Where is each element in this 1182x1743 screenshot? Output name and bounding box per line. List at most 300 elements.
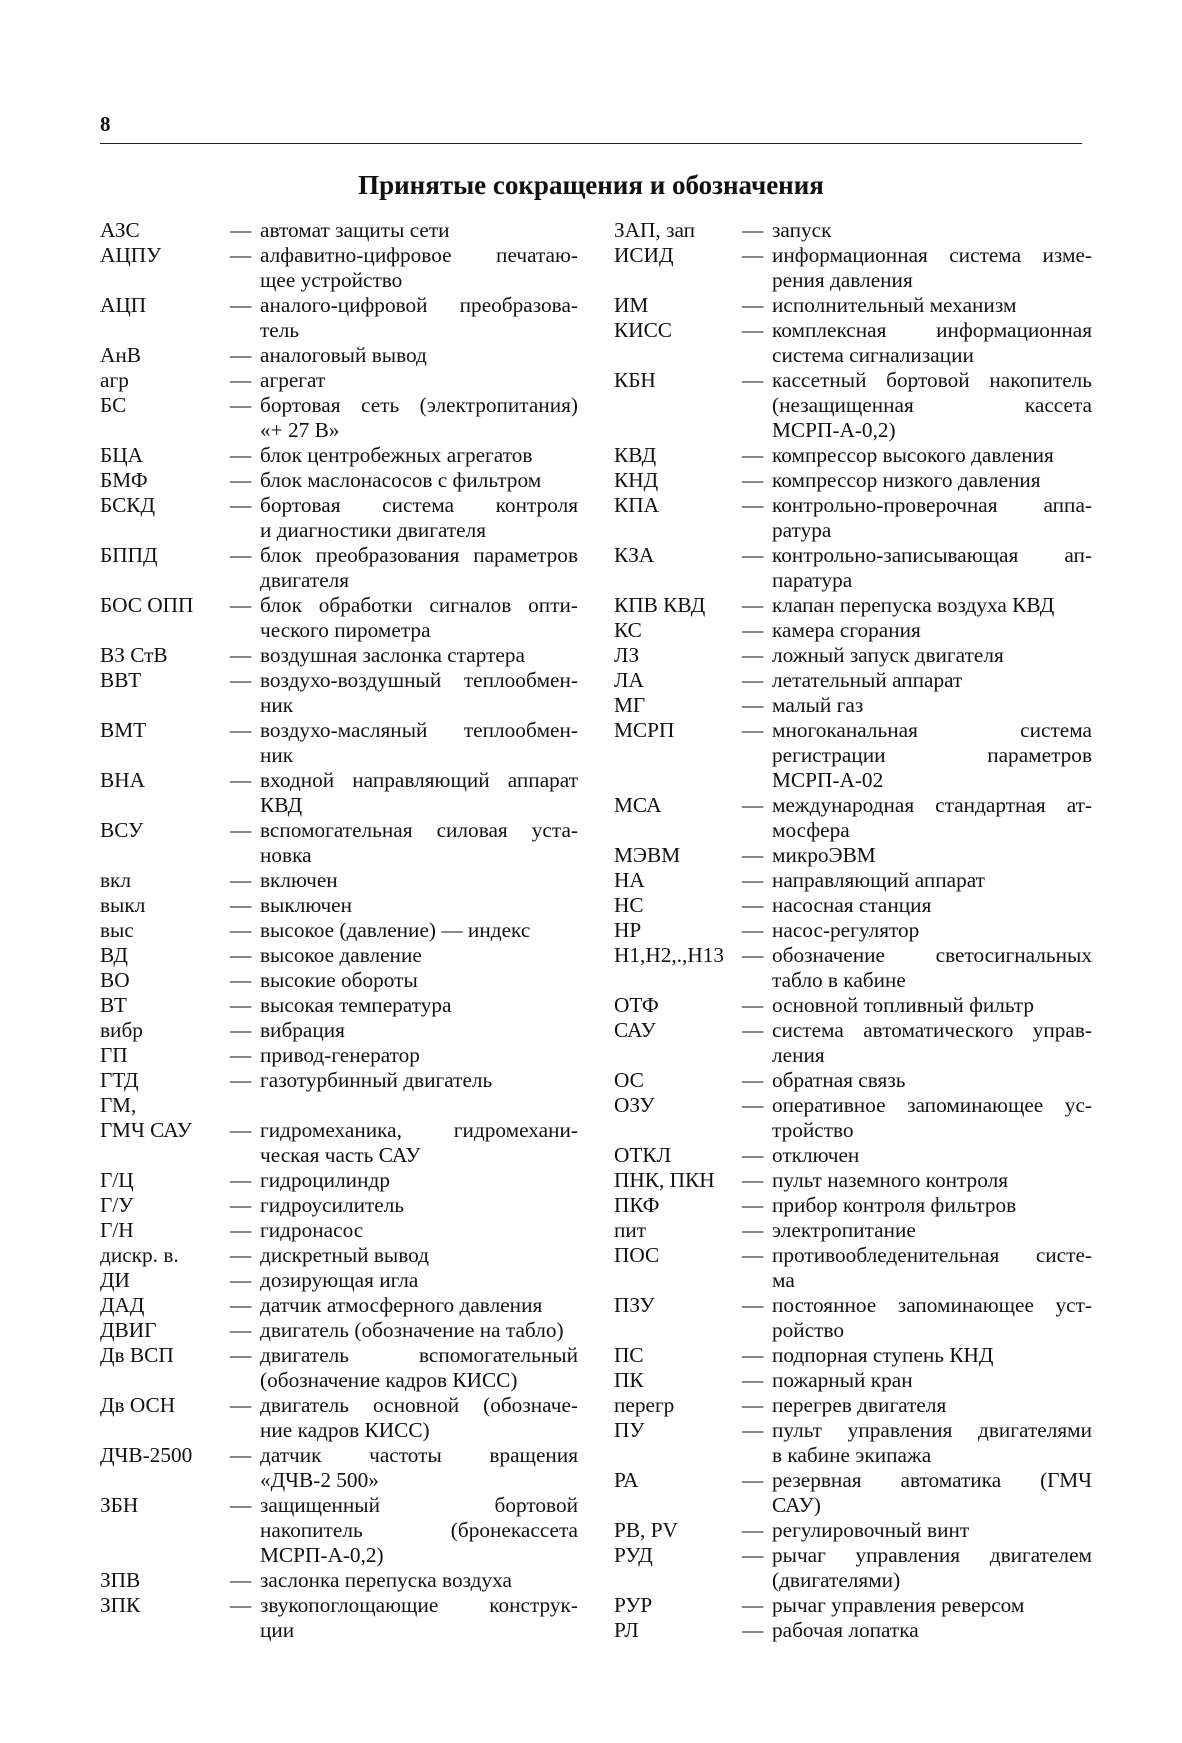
abbreviation: КС [614,618,642,642]
definition [772,993,1092,1018]
definition-line: блок преобразования параметров [260,543,578,567]
definition-line: летательный аппарат [772,668,963,692]
abbreviation: ЗПК [100,1593,141,1617]
glossary-entry [614,1618,1092,1643]
definition-line: гидроцилиндр [260,1168,390,1192]
em-dash: — [230,1043,252,1067]
glossary-entry [614,318,1092,368]
definition [772,1418,1092,1468]
definition-line: оперативное запоминающее ус- [772,1093,1092,1117]
definition [772,1593,1092,1618]
definition [260,1268,578,1293]
em-dash: — [742,1018,764,1042]
abbreviation: КПА [614,493,659,517]
abbreviation: НА [614,868,645,892]
definition-line: клапан перепуска воздуха КВД [772,593,1055,617]
abbreviation: ЗПВ [100,1568,141,1592]
definition-line: международная стандартная ат- [772,793,1092,817]
definition [260,293,578,343]
definition [772,1068,1092,1093]
glossary-entry [614,468,1092,493]
glossary-entry [100,1093,578,1118]
abbreviation: ПЗУ [614,1293,655,1317]
definition-line: отключен [772,1143,860,1167]
em-dash: — [230,1393,252,1417]
em-dash: — [742,1218,764,1242]
definition-line: обратная связь [772,1068,906,1092]
em-dash: — [230,868,252,892]
glossary-entry [100,393,578,443]
abbreviation: ПС [614,1343,644,1367]
definition [260,1393,578,1443]
definition-line: вспомогательная силовая уста- [260,818,578,842]
definition [772,1218,1092,1243]
em-dash: — [742,793,764,817]
definition-line: тель [260,318,300,342]
definition-line: агрегат [260,368,326,392]
em-dash: — [742,1168,764,1192]
definition-line: микроЭВМ [772,843,876,867]
definition-line: двигатель вспомогательный [260,1343,578,1367]
definition-line: камера сгорания [772,618,921,642]
definition-line: датчик частоты вращения [260,1443,578,1467]
abbreviation: Г/Н [100,1218,134,1242]
definition [772,1193,1092,1218]
glossary-entry [614,1193,1092,1218]
abbreviation: ИМ [614,293,649,317]
definition [260,1593,578,1643]
definition [772,1143,1092,1168]
em-dash: — [230,1343,252,1367]
abbreviation: Н1,Н2,.,Н13 [614,943,725,967]
abbreviation: БСКД [100,493,156,517]
definition-line: регулировочный винт [772,1518,970,1542]
glossary-entry [100,343,578,368]
em-dash: — [230,1268,252,1292]
definition-line: компрессор высокого давления [772,443,1054,467]
abbreviation: Г/Ц [100,1168,134,1192]
em-dash: — [230,593,252,617]
em-dash: — [742,943,764,967]
glossary-entry [614,493,1092,543]
definition-line: ления [772,1043,825,1067]
definition [772,718,1092,793]
glossary-entry [614,1218,1092,1243]
definition-line: дискретный вывод [260,1243,430,1267]
em-dash: — [742,618,764,642]
abbreviation: КВД [614,443,657,467]
definition-line: рения давления [772,268,913,292]
abbreviations-left-column [100,218,578,1643]
glossary-entry [100,1168,578,1193]
definition-line: табло в кабине [772,968,906,992]
definition [772,693,1092,718]
definition-line: воздухо-масляный теплообмен- [260,718,578,742]
definition [260,493,578,543]
definition-line: малый газ [772,693,864,717]
abbreviation: ВМТ [100,718,147,742]
definition-line: гидронасос [260,1218,364,1242]
glossary-entry [614,293,1092,318]
definition [260,1443,578,1493]
abbreviation: ГМ, [100,1093,137,1117]
abbreviation: вкл [100,868,132,892]
em-dash: — [742,1543,764,1567]
glossary-entry [100,293,578,343]
abbreviation: РУД [614,1543,653,1567]
abbreviation: АЦПУ [100,243,162,267]
glossary-entry [614,1093,1092,1143]
definition-line: (двигателями) [772,1568,901,1592]
glossary-entry [100,1193,578,1218]
glossary-entry [100,1068,578,1093]
definition [772,243,1092,293]
em-dash: — [742,1518,764,1542]
abbreviation: КБН [614,368,656,392]
em-dash: — [230,1068,252,1092]
definition-line: насосная станция [772,893,932,917]
definition [260,1168,578,1193]
abbreviation: ЛЗ [614,643,640,667]
abbreviation: ОЗУ [614,1093,655,1117]
em-dash: — [742,318,764,342]
glossary-entry [614,868,1092,893]
em-dash: — [230,443,252,467]
abbreviation: ВВТ [100,668,142,692]
definition-line: информационная система изме- [772,243,1092,267]
abbreviation: ОТКЛ [614,1143,672,1167]
glossary-entry [614,693,1092,718]
glossary-entry [100,1218,578,1243]
definition-line: двигатель основной (обозначе- [260,1393,578,1417]
em-dash: — [230,768,252,792]
em-dash: — [230,543,252,567]
abbreviation: агр [100,368,129,392]
em-dash: — [230,1193,252,1217]
abbreviation: ВЗ СтВ [100,643,168,667]
abbreviation: вибр [100,1018,143,1042]
definition-line: (незащищенная кассета [772,393,1092,417]
definition [260,368,578,393]
definition [772,543,1092,593]
definition [772,293,1092,318]
em-dash: — [742,1243,764,1267]
abbreviation: КИСС [614,318,672,342]
abbreviation: ПОС [614,1243,660,1267]
definition-line: САУ) [772,1493,821,1517]
glossary-entry [100,1018,578,1043]
definition-line: аналоговый вывод [260,343,427,367]
definition [772,793,1092,843]
em-dash: — [742,868,764,892]
definition-line: ройство [772,1318,845,1342]
abbreviation: ДИ [100,1268,130,1292]
em-dash: — [230,343,252,367]
glossary-entry [100,943,578,968]
em-dash: — [230,893,252,917]
abbreviation: ПНК, ПКН [614,1168,715,1192]
em-dash: — [230,468,252,492]
definition-line: высокие обороты [260,968,418,992]
definition-line: КВД [260,793,303,817]
glossary-entry [614,1018,1092,1068]
definition-line: регистрации параметров [772,743,1092,767]
definition-line: рабочая лопатка [772,1618,919,1642]
em-dash: — [230,393,252,417]
em-dash: — [742,1418,764,1442]
glossary-entry [614,368,1092,443]
definition-line: гидромеханика, гидромехани- [260,1118,578,1142]
definition [772,1368,1092,1393]
abbreviation: АЦП [100,293,147,317]
glossary-entry [614,668,1092,693]
definition-line: в кабине экипажа [772,1443,932,1467]
definition-line: «ДЧВ-2 500» [260,1468,379,1492]
abbreviation: выкл [100,893,146,917]
definition-line: прибор контроля фильтров [772,1193,1017,1217]
glossary-entry [100,1393,578,1443]
abbreviation: ВД [100,943,128,967]
glossary-entry [100,1118,578,1168]
definition-line: тройство [772,1118,854,1142]
abbreviation: МГ [614,693,646,717]
definition [260,243,578,293]
definition-line: заслонка перепуска воздуха [260,1568,512,1592]
definition [772,668,1092,693]
definition-line: включен [260,868,338,892]
glossary-entry [614,1393,1092,1418]
abbreviation: АнВ [100,343,141,367]
glossary-entry [100,368,578,393]
em-dash: — [742,693,764,717]
em-dash: — [230,1593,252,1617]
definition [260,1493,578,1568]
definition [772,1393,1092,1418]
definition [260,668,578,718]
abbreviation: ЗАП, зап [614,218,696,242]
definition [260,1043,578,1068]
definition-line: система сигнализации [772,343,974,367]
glossary-entry [614,243,1092,293]
glossary-entry [614,543,1092,593]
definition [260,993,578,1018]
definition-line: входной направляющий аппарат [260,768,578,792]
definition-line: исполнительный механизм [772,293,1017,317]
abbreviation: ИСИД [614,243,674,267]
definition [260,1318,578,1343]
definition-line: основной топливный фильтр [772,993,1035,1017]
em-dash: — [742,543,764,567]
em-dash: — [742,1143,764,1167]
definition-line: электропитание [772,1218,916,1242]
em-dash: — [230,368,252,392]
glossary-entry [614,718,1092,793]
glossary-entry [100,968,578,993]
definition [260,643,578,668]
abbreviation: Дв ВСП [100,1343,174,1367]
definition [772,1293,1092,1343]
glossary-entry [614,843,1092,868]
em-dash: — [742,1068,764,1092]
definition [772,1018,1092,1068]
em-dash: — [742,1093,764,1117]
em-dash: — [742,293,764,317]
definition [772,868,1092,893]
em-dash: — [230,1293,252,1317]
definition [260,543,578,593]
definition-line: дозирующая игла [260,1268,419,1292]
glossary-entry [614,1518,1092,1543]
abbreviation: ОТФ [614,993,659,1017]
em-dash: — [230,818,252,842]
definition-line: контрольно-проверочная аппа- [772,493,1092,517]
abbreviation: МСРП [614,718,675,742]
definition [260,1068,578,1093]
definition-line: высокое (давление) — индекс [260,918,531,942]
abbreviation: КЗА [614,543,655,567]
definition [260,718,578,768]
definition-line: ческого пирометра [260,618,431,642]
definition-line: направляющий аппарат [772,868,985,892]
abbreviation: ДЧВ-2500 [100,1443,193,1467]
definition [260,893,578,918]
definition [772,1168,1092,1193]
definition [772,1468,1092,1518]
definition-line: двигатель (обозначение на табло) [260,1318,564,1342]
abbreviation: выс [100,918,134,942]
definition-line: подпорная ступень КНД [772,1343,994,1367]
definition-line: ник [260,693,294,717]
definition [260,443,578,468]
em-dash: — [230,943,252,967]
definition-line: рычаг управления двигателем [772,1543,1092,1567]
definition-line: система автоматического управ- [772,1018,1092,1042]
em-dash: — [742,643,764,667]
glossary-entry [100,1568,578,1593]
glossary-entry [614,943,1092,993]
definition [772,218,1092,243]
em-dash: — [742,843,764,867]
em-dash: — [230,1493,252,1517]
definition [772,1243,1092,1293]
glossary-entry [614,1068,1092,1093]
glossary-entry [100,643,578,668]
definition-line: ции [260,1618,295,1642]
em-dash: — [230,918,252,942]
glossary-entry [614,1243,1092,1293]
definition-line: блок центробежных агрегатов [260,443,533,467]
em-dash: — [742,893,764,917]
definition-line: алфавитно-цифровое печатаю- [260,243,578,267]
definition [260,818,578,868]
definition [260,393,578,443]
em-dash: — [742,1393,764,1417]
glossary-entry [100,493,578,543]
em-dash: — [230,968,252,992]
abbreviation: дискр. в. [100,1243,179,1267]
glossary-entry [614,443,1092,468]
definition-line: и диагностики двигателя [260,518,487,542]
abbreviation: САУ [614,1018,656,1042]
em-dash: — [742,468,764,492]
em-dash: — [742,993,764,1017]
em-dash: — [742,1343,764,1367]
definition [260,1218,578,1243]
definition [260,1018,578,1043]
abbreviation: АЗС [100,218,140,242]
glossary-entry [100,668,578,718]
glossary-entry [614,918,1092,943]
em-dash: — [230,1568,252,1592]
definition-line: насос-регулятор [772,918,920,942]
abbreviation: КНД [614,468,659,492]
definition-line: гидроусилитель [260,1193,405,1217]
definition [260,468,578,493]
abbreviation: ПУ [614,1418,645,1442]
abbreviation: НС [614,893,644,917]
definition [772,443,1092,468]
definition [260,1193,578,1218]
abbreviation: ЗБН [100,1493,139,1517]
glossary-entry [614,1368,1092,1393]
definition-line: пульт наземного контроля [772,1168,1009,1192]
abbreviation: пит [614,1218,647,1242]
em-dash: — [742,668,764,692]
glossary-entry [100,718,578,768]
definition-line: паратура [772,568,853,592]
glossary-entry [614,1143,1092,1168]
glossary-entry [614,218,1092,243]
definition-line: автомат защиты сети [260,218,450,242]
page-title: Принятые сокращения и обозначения [358,170,824,200]
definition-line: компрессор низкого давления [772,468,1041,492]
glossary-entry [100,468,578,493]
abbreviation: РЛ [614,1618,639,1642]
abbreviation: МСА [614,793,662,817]
definition-line: вибрация [260,1018,345,1042]
definition [772,1518,1092,1543]
definition-line: щее устройство [260,268,403,292]
em-dash: — [742,1618,764,1642]
definition [260,1343,578,1393]
abbreviation: НР [614,918,642,942]
definition-line: «+ 27 В» [260,418,340,442]
definition-line: ложный запуск двигателя [772,643,1004,667]
definition [260,918,578,943]
abbreviation: ДАД [100,1293,145,1317]
glossary-entry [100,1593,578,1643]
definition-line: высокая температура [260,993,452,1017]
definition-line: кассетный бортовой накопитель [772,368,1092,392]
em-dash: — [742,593,764,617]
definition-line: бортовая сеть (электропитания) [260,393,578,417]
glossary-entry [614,993,1092,1018]
definition [260,218,578,243]
glossary-entry [100,1493,578,1568]
em-dash: — [230,1318,252,1342]
page-number: 8 [100,112,111,136]
em-dash: — [230,718,252,742]
abbreviations-right-column [614,218,1092,1643]
definition-line: (обозначение кадров КИСС) [260,1368,518,1392]
em-dash: — [742,1193,764,1217]
em-dash: — [230,243,252,267]
em-dash: — [230,1243,252,1267]
glossary-entry [614,793,1092,843]
glossary-entry [614,1293,1092,1343]
glossary-entry [614,893,1092,918]
abbreviation: БППД [100,543,158,567]
